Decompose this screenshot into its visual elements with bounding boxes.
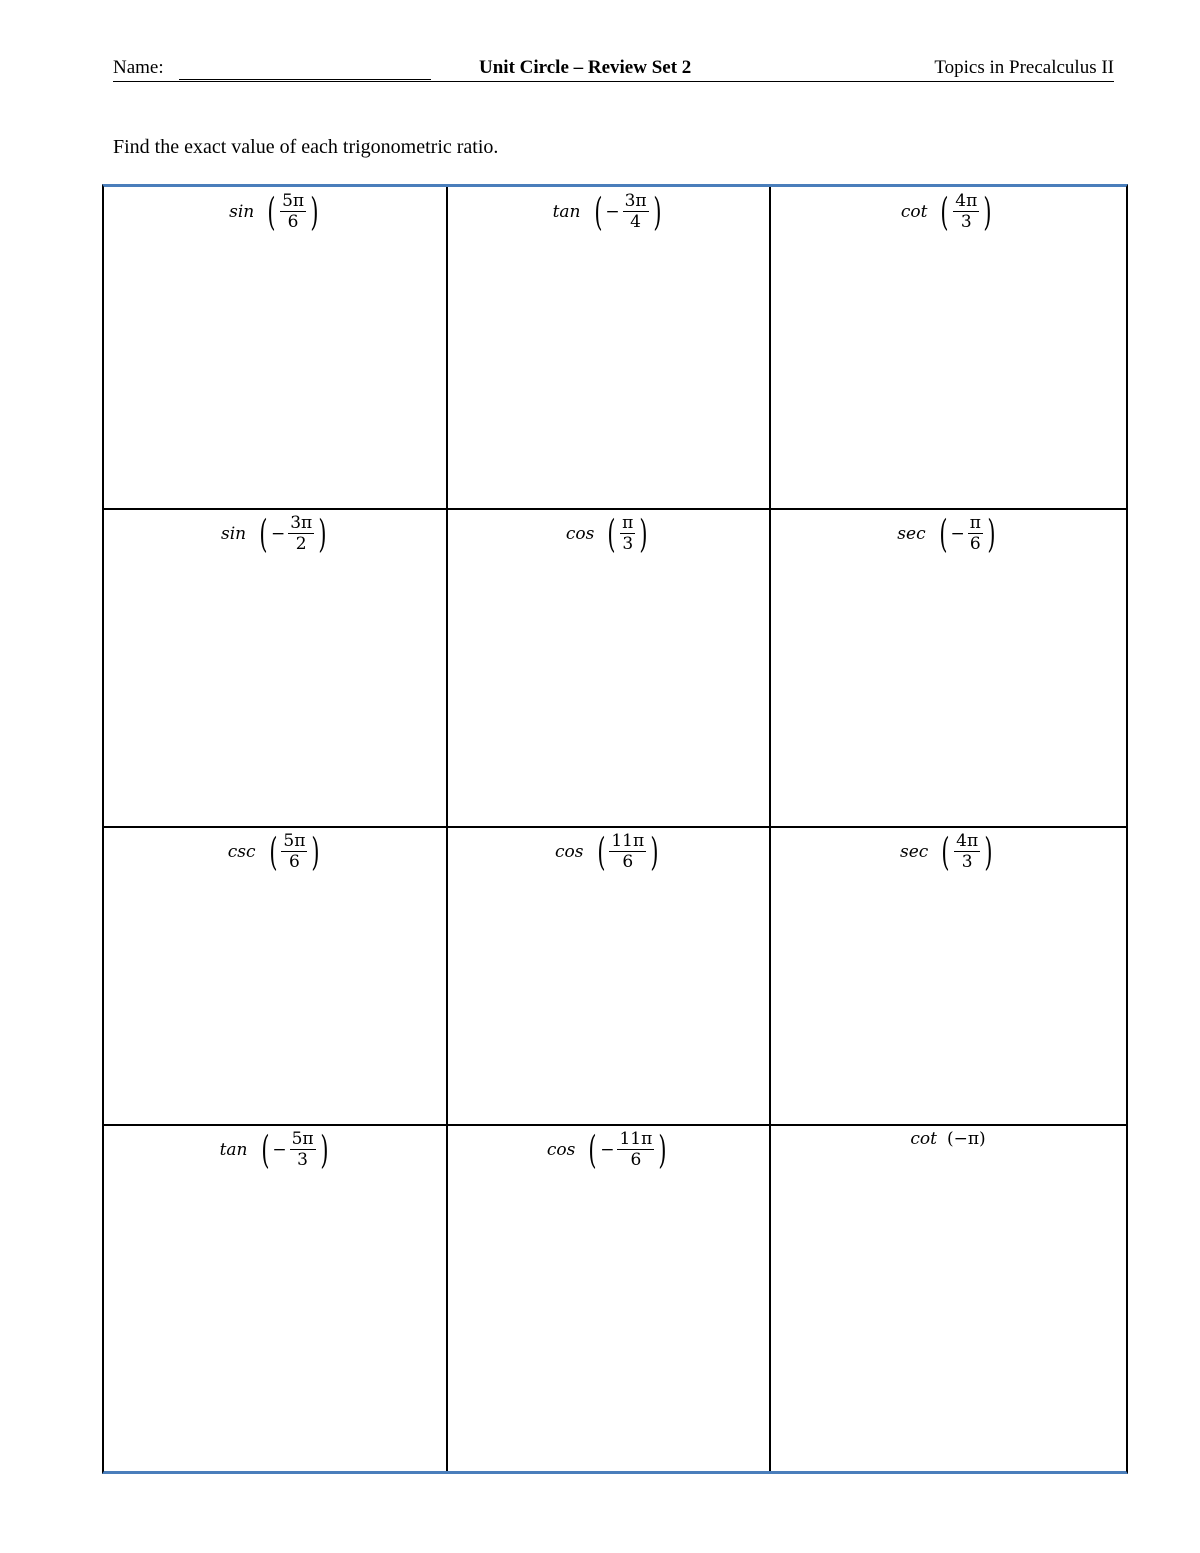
right-paren: ): [319, 1127, 329, 1172]
problem-cell: [447, 187, 770, 509]
trig-function: sin: [220, 523, 247, 544]
trig-expression: [447, 831, 770, 872]
trig-function: tan: [219, 1139, 248, 1160]
problem-cell: [104, 187, 447, 509]
negative-sign: −: [600, 1139, 615, 1160]
fraction-numerator: 11π: [619, 1129, 653, 1149]
right-paren: ): [983, 189, 992, 234]
fraction-denominator: 6: [288, 852, 300, 872]
fraction-numerator: 4π: [955, 191, 978, 211]
angle-fraction: [954, 831, 980, 872]
problem-cell: [447, 509, 770, 827]
right-paren: ): [318, 511, 327, 556]
right-paren: ): [310, 189, 319, 234]
trig-expression: [104, 191, 447, 232]
trig-expression: [104, 1129, 447, 1170]
negative-sign: −: [950, 523, 965, 544]
trig-function: cot: [900, 201, 928, 222]
left-paren: (: [940, 189, 949, 234]
fraction-numerator: 3π: [290, 513, 313, 533]
angle-fraction: [281, 831, 307, 872]
fraction-denominator: 4: [630, 212, 641, 232]
trig-function: cos: [565, 523, 595, 544]
problem-cell: [770, 187, 1126, 509]
left-paren: (: [260, 1127, 269, 1172]
right-paren: ): [311, 829, 320, 874]
worksheet-title: Unit Circle – Review Set 2: [479, 57, 692, 78]
trig-expression: [447, 513, 770, 554]
fraction-numerator: 5π: [283, 831, 306, 851]
left-paren: (: [938, 511, 948, 556]
left-paren: (: [593, 189, 602, 234]
fraction-numerator: π: [622, 513, 634, 533]
angle-fraction: [617, 1129, 654, 1170]
fraction-numerator: π: [969, 513, 981, 533]
fraction-denominator: 6: [287, 212, 299, 232]
trig-expression: [447, 1129, 770, 1170]
left-paren: (: [596, 829, 605, 874]
problem-grid: [102, 184, 1128, 1474]
angle-fraction: [280, 191, 306, 232]
trig-function: cos: [546, 1139, 576, 1160]
angle-fraction: [623, 191, 649, 232]
trig-function: sin: [229, 201, 255, 222]
trig-expression: [104, 831, 447, 872]
angle-fraction: [609, 831, 646, 872]
trig-expression: [770, 191, 1126, 232]
trig-expression: [770, 513, 1126, 554]
problem-cell: [104, 1125, 447, 1471]
left-paren: (: [588, 1127, 597, 1172]
fraction-denominator: 3: [960, 212, 972, 232]
left-paren: (: [259, 511, 268, 556]
fraction-denominator: 3: [297, 1150, 308, 1170]
instructions: Find the exact value of each trigonometric ratio.: [113, 136, 499, 158]
problem-cell: [770, 1125, 1126, 1471]
right-paren: ): [658, 1127, 667, 1172]
angle-fraction: [288, 513, 314, 554]
fraction-numerator: 11π: [611, 831, 645, 851]
fraction-denominator: 6: [622, 852, 634, 872]
course-name: Topics in Precalculus II: [934, 57, 1114, 78]
trig-expression: [770, 831, 1126, 872]
fraction-numerator: 5π: [291, 1129, 314, 1149]
trig-function: tan: [552, 201, 581, 222]
name-blank-line: [179, 79, 431, 80]
fraction-numerator: 5π: [282, 191, 305, 211]
problem-cell: [447, 827, 770, 1125]
left-paren: (: [267, 189, 276, 234]
right-paren: ): [984, 829, 993, 874]
trig-expression: [447, 191, 770, 232]
trig-function: sec: [897, 523, 926, 544]
problem-cell: [104, 509, 447, 827]
problem-cell: [104, 827, 447, 1125]
fraction-denominator: 3: [622, 534, 634, 554]
fraction-denominator: 2: [295, 534, 307, 554]
left-paren: (: [607, 511, 616, 556]
problem-cell: [447, 1125, 770, 1471]
trig-function: cot: [910, 1129, 937, 1149]
trig-argument: (−π): [946, 1129, 986, 1149]
angle-fraction: [620, 513, 635, 554]
negative-sign: −: [272, 1139, 287, 1160]
angle-fraction: [290, 1129, 316, 1170]
fraction-denominator: 6: [630, 1150, 642, 1170]
fraction-numerator: 3π: [624, 191, 647, 211]
right-paren: ): [639, 511, 648, 556]
trig-function: cos: [555, 841, 584, 862]
trig-function: csc: [227, 841, 256, 862]
negative-sign: −: [605, 201, 620, 222]
fraction-numerator: 4π: [956, 831, 979, 851]
trig-expression: [770, 1129, 1126, 1149]
trig-function: sec: [900, 841, 929, 862]
fraction-denominator: 3: [961, 852, 973, 872]
right-paren: ): [652, 189, 662, 234]
problem-cell: [770, 827, 1126, 1125]
left-paren: (: [941, 829, 950, 874]
trig-expression: [104, 513, 447, 554]
right-paren: ): [650, 829, 659, 874]
angle-fraction: [953, 191, 979, 232]
right-paren: ): [987, 511, 996, 556]
left-paren: (: [268, 829, 278, 874]
problem-cell: [770, 509, 1126, 827]
fraction-denominator: 6: [969, 534, 981, 554]
name-label: Name:: [113, 57, 164, 78]
negative-sign: −: [270, 523, 286, 544]
angle-fraction: [968, 513, 983, 554]
page-header: [113, 57, 1114, 82]
